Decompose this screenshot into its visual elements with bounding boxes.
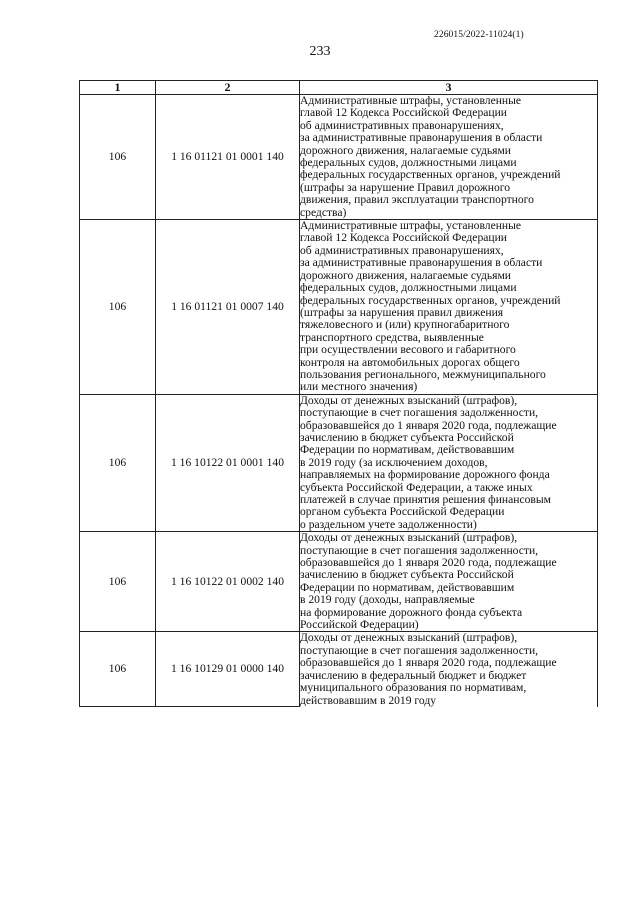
budget-classification-code-cell: 1 16 10122 01 0002 140 (156, 532, 300, 632)
description-line: Доходы от денежных взысканий (штрафов), (300, 393, 518, 407)
administrator-code-cell: 106 (80, 220, 156, 395)
administrator-code-cell: 106 (80, 632, 156, 707)
description-line: на формирование дорожного фонда субъекта (300, 605, 523, 619)
budget-classification-code-cell: 1 16 01121 01 0007 140 (156, 220, 300, 395)
description-line: платежей в случае принятия решения финансовым (300, 493, 551, 506)
revenue-description-cell (300, 95, 598, 220)
table-header-row (80, 81, 598, 95)
description-line: в 2019 году (доходы, направляемые (300, 593, 475, 607)
description-line: при осуществлении весового и габаритного (300, 343, 516, 357)
document-id: 226015/2022-11024(1) (434, 30, 524, 40)
description-line: пользования регионального, межмуниципального (300, 367, 546, 381)
table-row (80, 394, 598, 531)
revenue-description-cell (300, 532, 598, 632)
description-line: образовавшейся до 1 января 2020 года, подлежащие (300, 556, 557, 570)
administrator-code-cell: 106 (80, 532, 156, 632)
description-line: за административные правонарушения в области (300, 256, 543, 270)
description-line: Федерации по нормативам, действовавшим (300, 580, 515, 594)
description-line: зачислению в бюджет субъекта Российской (300, 430, 514, 444)
description-line: федеральных государственных органов, учреждений (300, 293, 561, 307)
description-line: о раздельном учете задолженности) (300, 517, 477, 531)
description-line: органом субъекта Российской Федерации (300, 505, 505, 519)
description-line: Административные штрафы, установленные (300, 219, 522, 233)
revenue-description-cell (300, 632, 598, 707)
description-line: муниципального образования по нормативам, (300, 681, 527, 695)
description-line: федеральных судов, должностными лицами (300, 156, 517, 170)
description-line: (штрафы за нарушения правил движения (300, 305, 504, 319)
description-line: Доходы от денежных взысканий (штрафов), (300, 531, 518, 545)
revenue-description-cell (300, 394, 598, 531)
description-line: зачислению в бюджет субъекта Российской (300, 568, 514, 582)
column-header-3: 3 (300, 81, 598, 95)
table-row (80, 95, 598, 220)
budget-classification-code-cell: 1 16 01121 01 0001 140 (156, 95, 300, 220)
description-line: Российской Федерации) (300, 618, 419, 632)
table-row (80, 220, 598, 395)
administrator-code-cell: 106 (80, 394, 156, 531)
administrator-code-cell: 106 (80, 95, 156, 220)
description-line: Административные штрафы, установленные (300, 94, 522, 107)
description-line: субъекта Российской Федерации, а также иных (300, 480, 533, 494)
description-line: Федерации по нормативам, действовавшим (300, 443, 515, 457)
description-line: или местного значения) (300, 380, 418, 394)
page-number: 233 (309, 44, 331, 59)
table-row (80, 532, 598, 632)
description-line: дорожного движения, налагаемые судьями (300, 268, 512, 282)
column-header-1: 1 (80, 81, 156, 95)
budget-classification-code-cell: 1 16 10129 01 0000 140 (156, 632, 300, 707)
column-header-2: 2 (156, 81, 300, 95)
description-line: (штрафы за нарушение Правил дорожного (300, 180, 511, 194)
budget-codes-table (79, 80, 598, 707)
description-line: образовавшейся до 1 января 2020 года, подлежащие (300, 418, 557, 432)
description-line: главой 12 Кодекса Российской Федерации (300, 106, 508, 120)
description-line: дорожного движения, налагаемые судьями (300, 143, 512, 157)
description-line: тяжеловесного и (или) крупногабаритного (300, 318, 510, 332)
budget-classification-code-cell: 1 16 10122 01 0001 140 (156, 394, 300, 531)
description-line: в 2019 году (за исключением доходов, (300, 455, 488, 469)
description-line: действовавшим в 2019 году (300, 693, 437, 707)
description-line: поступающие в счет погашения задолженности, (300, 543, 539, 557)
description-line: за административные правонарушения в области (300, 131, 543, 145)
revenue-description-cell (300, 220, 598, 395)
description-line: направляемых на формирование дорожного фонда (300, 468, 550, 482)
description-line: поступающие в счет погашения задолженности, (300, 406, 539, 420)
description-line: федеральных государственных органов, учреждений (300, 168, 561, 182)
description-line: поступающие в счет погашения задолженности, (300, 643, 539, 657)
description-line: федеральных судов, должностными лицами (300, 281, 517, 295)
description-line: транспортного средства, выявленные (300, 330, 484, 344)
description-line: Доходы от денежных взысканий (штрафов), (300, 631, 518, 645)
description-line: об административных правонарушениях, (300, 118, 504, 132)
description-line: образовавшейся до 1 января 2020 года, подлежащие (300, 656, 557, 670)
description-line: зачислению в федеральный бюджет и бюджет (300, 668, 527, 682)
description-line: главой 12 Кодекса Российской Федерации (300, 231, 508, 245)
description-line: средства) (300, 205, 347, 219)
description-line: движения, правил эксплуатации транспортного (300, 193, 534, 207)
description-line: контроля на автомобильных дорогах общего (300, 355, 520, 369)
table-row (80, 632, 598, 707)
description-line: об административных правонарушениях, (300, 243, 504, 257)
